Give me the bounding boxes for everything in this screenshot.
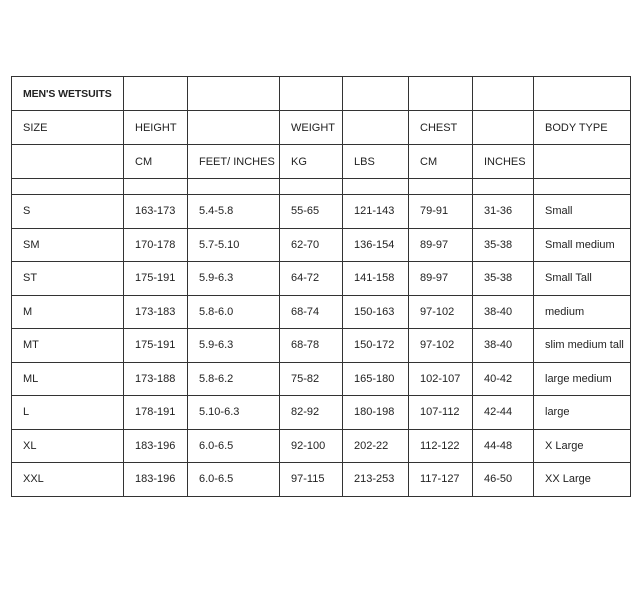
cell-chest-inches: 35-38 (473, 262, 534, 296)
cell-chest-inches: 38-40 (473, 295, 534, 329)
cell-weight-kg: 64-72 (280, 262, 343, 296)
cell-height-feet-inches: 5.10-6.3 (188, 396, 280, 430)
cell-size: XXL (12, 463, 124, 497)
empty-cell (188, 111, 280, 145)
cell-body-type: Small medium (534, 228, 631, 262)
spacer-row (12, 179, 631, 195)
table-row (12, 329, 631, 363)
cell-size: L (12, 396, 124, 430)
cell-height-cm: 183-196 (124, 463, 188, 497)
cell-weight-kg: 97-115 (280, 463, 343, 497)
cell-weight-kg: 55-65 (280, 195, 343, 229)
empty-cell (343, 77, 409, 111)
cell-chest-cm: 89-97 (409, 228, 473, 262)
cell-body-type: large (534, 396, 631, 430)
cell-height-cm: 175-191 (124, 262, 188, 296)
cell-chest-inches: 38-40 (473, 329, 534, 363)
header-size: SIZE (12, 111, 124, 145)
cell-weight-kg: 82-92 (280, 396, 343, 430)
cell-chest-cm: 79-91 (409, 195, 473, 229)
cell-height-feet-inches: 5.4-5.8 (188, 195, 280, 229)
cell-body-type: Small Tall (534, 262, 631, 296)
empty-cell (188, 179, 280, 195)
cell-height-cm: 175-191 (124, 329, 188, 363)
empty-cell (409, 77, 473, 111)
cell-height-feet-inches: 5.8-6.2 (188, 362, 280, 396)
cell-height-feet-inches: 5.8-6.0 (188, 295, 280, 329)
cell-size: ML (12, 362, 124, 396)
cell-height-feet-inches: 6.0-6.5 (188, 463, 280, 497)
cell-height-feet-inches: 6.0-6.5 (188, 429, 280, 463)
table-row (12, 262, 631, 296)
empty-cell (343, 111, 409, 145)
mens-wetsuit-size-table (11, 76, 631, 497)
cell-body-type: medium (534, 295, 631, 329)
cell-chest-cm: 89-97 (409, 262, 473, 296)
cell-weight-lbs: 202-22 (343, 429, 409, 463)
cell-size: M (12, 295, 124, 329)
table-row (12, 396, 631, 430)
cell-weight-lbs: 150-163 (343, 295, 409, 329)
header-weight: WEIGHT (280, 111, 343, 145)
cell-weight-kg: 68-74 (280, 295, 343, 329)
cell-chest-cm: 97-102 (409, 295, 473, 329)
subheader-cm: CM (124, 145, 188, 179)
cell-chest-cm: 107-112 (409, 396, 473, 430)
cell-body-type: slim medium tall (534, 329, 631, 363)
title-row (12, 77, 631, 111)
cell-body-type: X Large (534, 429, 631, 463)
cell-chest-cm: 97-102 (409, 329, 473, 363)
cell-body-type: Small (534, 195, 631, 229)
cell-chest-inches: 44-48 (473, 429, 534, 463)
cell-chest-inches: 31-36 (473, 195, 534, 229)
subheader-chest-inches: INCHES (473, 145, 534, 179)
cell-size: ST (12, 262, 124, 296)
empty-cell (280, 179, 343, 195)
cell-chest-inches: 35-38 (473, 228, 534, 262)
cell-chest-inches: 40-42 (473, 362, 534, 396)
cell-weight-kg: 68-78 (280, 329, 343, 363)
subheader-lbs: LBS (343, 145, 409, 179)
cell-weight-lbs: 213-253 (343, 463, 409, 497)
cell-height-cm: 170-178 (124, 228, 188, 262)
cell-weight-lbs: 150-172 (343, 329, 409, 363)
header-chest: CHEST (409, 111, 473, 145)
table-row (12, 195, 631, 229)
subheader-chest-cm: CM (409, 145, 473, 179)
empty-cell (343, 179, 409, 195)
empty-cell (124, 179, 188, 195)
table-row (12, 362, 631, 396)
cell-chest-cm: 102-107 (409, 362, 473, 396)
header-height: HEIGHT (124, 111, 188, 145)
cell-size: XL (12, 429, 124, 463)
table-title: MEN'S WETSUITS (12, 77, 124, 111)
cell-size: S (12, 195, 124, 229)
cell-weight-lbs: 180-198 (343, 396, 409, 430)
cell-weight-lbs: 121-143 (343, 195, 409, 229)
empty-cell (409, 179, 473, 195)
cell-weight-kg: 62-70 (280, 228, 343, 262)
cell-height-feet-inches: 5.9-6.3 (188, 329, 280, 363)
empty-cell (473, 111, 534, 145)
empty-cell (534, 145, 631, 179)
cell-chest-inches: 46-50 (473, 463, 534, 497)
empty-cell (12, 145, 124, 179)
cell-chest-cm: 112-122 (409, 429, 473, 463)
cell-height-cm: 173-188 (124, 362, 188, 396)
cell-weight-lbs: 141-158 (343, 262, 409, 296)
table-row (12, 228, 631, 262)
empty-cell (534, 77, 631, 111)
cell-height-cm: 163-173 (124, 195, 188, 229)
table-row (12, 463, 631, 497)
cell-height-cm: 183-196 (124, 429, 188, 463)
cell-size: SM (12, 228, 124, 262)
cell-weight-kg: 75-82 (280, 362, 343, 396)
cell-chest-inches: 42-44 (473, 396, 534, 430)
empty-cell (280, 77, 343, 111)
empty-cell (473, 77, 534, 111)
empty-cell (473, 179, 534, 195)
table-row (12, 429, 631, 463)
cell-weight-lbs: 136-154 (343, 228, 409, 262)
cell-body-type: XX Large (534, 463, 631, 497)
cell-weight-lbs: 165-180 (343, 362, 409, 396)
cell-height-cm: 178-191 (124, 396, 188, 430)
table-row (12, 295, 631, 329)
cell-body-type: large medium (534, 362, 631, 396)
cell-height-feet-inches: 5.7-5.10 (188, 228, 280, 262)
empty-cell (188, 77, 280, 111)
cell-height-feet-inches: 5.9-6.3 (188, 262, 280, 296)
empty-cell (534, 179, 631, 195)
subheader-row (12, 145, 631, 179)
subheader-kg: KG (280, 145, 343, 179)
header-body-type: BODY TYPE (534, 111, 631, 145)
header-row (12, 111, 631, 145)
empty-cell (124, 77, 188, 111)
subheader-feet-inches: FEET/ INCHES (188, 145, 280, 179)
cell-size: MT (12, 329, 124, 363)
empty-cell (12, 179, 124, 195)
cell-weight-kg: 92-100 (280, 429, 343, 463)
cell-chest-cm: 117-127 (409, 463, 473, 497)
cell-height-cm: 173-183 (124, 295, 188, 329)
